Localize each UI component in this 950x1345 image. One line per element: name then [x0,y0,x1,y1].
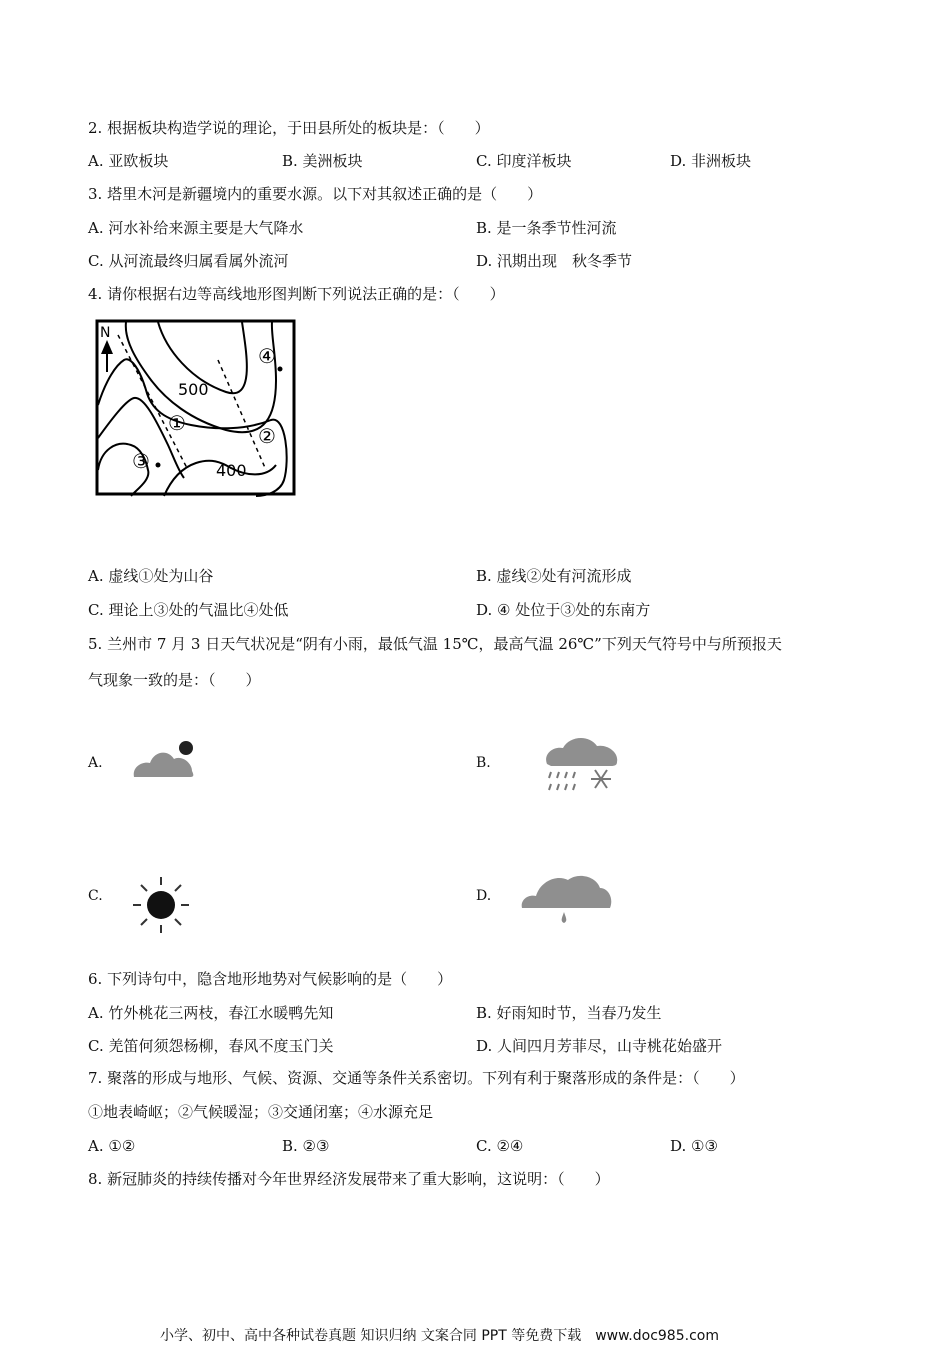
q7-stem: 7. 聚落的形成与地形、气候、资源、交通等条件关系密切。下列有利于聚落形成的条件是：（ ） [88,1069,745,1087]
q5-stem-line2: 气现象一致的是：（ ） [88,671,261,689]
q3-option-d: D. 汛期出现 秋冬季节 [476,252,633,270]
q6-option-a: A. 竹外桃花三两枝，春江水暖鸭先知 [88,1004,334,1022]
contour-label-400: 400 [216,461,247,480]
q4-option-d: D. ④ 处位于③处的东南方 [476,601,651,619]
q2-option-d: D. 非洲板块 [670,152,752,170]
contour-map [96,320,296,496]
sleet-icon [543,734,621,794]
q6-option-c: C. 羌笛何须怨杨柳，春风不度玉门关 [88,1037,334,1055]
q5-stem-line1: 5. 兰州市 7 月 3 日天气状况是“阴有小雨，最低气温 15℃，最高气温 26℃”下列天气符号中与所预报天 [88,635,782,653]
q2-option-c: C. 印度洋板块 [476,152,572,170]
q5-option-c-label: C. [88,888,103,904]
q4-option-a: A. 虚线①处为山谷 [88,567,214,585]
point-4-label: ④ [258,344,276,368]
q6-stem: 6. 下列诗句中，隐含地形地势对气候影响的是（ ） [88,970,453,988]
q3-option-b: B. 是一条季节性河流 [476,219,617,237]
q3-option-a: A. 河水补给来源主要是大气降水 [88,219,304,237]
q5-option-d-label: D. [476,888,492,904]
contour-label-500: 500 [178,380,209,399]
point-2-label: ② [258,424,276,448]
q4-option-b: B. 虚线②处有河流形成 [476,567,632,585]
q3-option-c: C. 从河流最终归属看属外流河 [88,252,289,270]
q7-conditions: ①地表崎岖；②气候暖湿；③交通闭塞；④水源充足 [88,1103,434,1121]
q8-stem: 8. 新冠肺炎的持续传播对今年世界经济发展带来了重大影响，这说明：（ ） [88,1170,610,1188]
q5-option-a-label: A. [88,755,103,771]
q4-option-c: C. 理论上③处的气温比④处低 [88,601,289,619]
point-3-label: ③ [132,449,150,473]
q4-stem: 4. 请你根据右边等高线地形图判断下列说法正确的是：（ ） [88,285,505,303]
q7-option-a: A. ①② [88,1137,136,1155]
q6-option-d: D. 人间四月芳菲尽，山寺桃花始盛开 [476,1037,723,1055]
q7-option-d: D. ①③ [670,1137,718,1155]
light-rain-cloud-icon [518,868,614,926]
q2-option-a: A. 亚欧板块 [88,152,169,170]
footer-text: 小学、初中、高中各种试卷真题 知识归纳 文案合同 PPT 等免费下载 www.doc985.com [160,1328,719,1344]
sunny-icon [128,875,198,935]
point-1-label: ① [168,411,186,435]
north-label: N [100,325,111,341]
q3-stem: 3. 塔里木河是新疆境内的重要水源。以下对其叙述正确的是（ ） [88,185,543,203]
q7-option-c: C. ②④ [476,1137,524,1155]
q2-stem: 2. 根据板块构造学说的理论，于田县所处的板块是：（ ） [88,119,490,137]
q6-option-b: B. 好雨知时节，当春乃发生 [476,1004,662,1022]
point-3-dot [156,463,161,468]
q2-option-b: B. 美洲板块 [282,152,363,170]
q7-option-b: B. ②③ [282,1137,330,1155]
q5-option-b-label: B. [476,755,491,771]
cloudy-with-sun-icon [130,735,200,780]
point-4-dot [278,367,283,372]
